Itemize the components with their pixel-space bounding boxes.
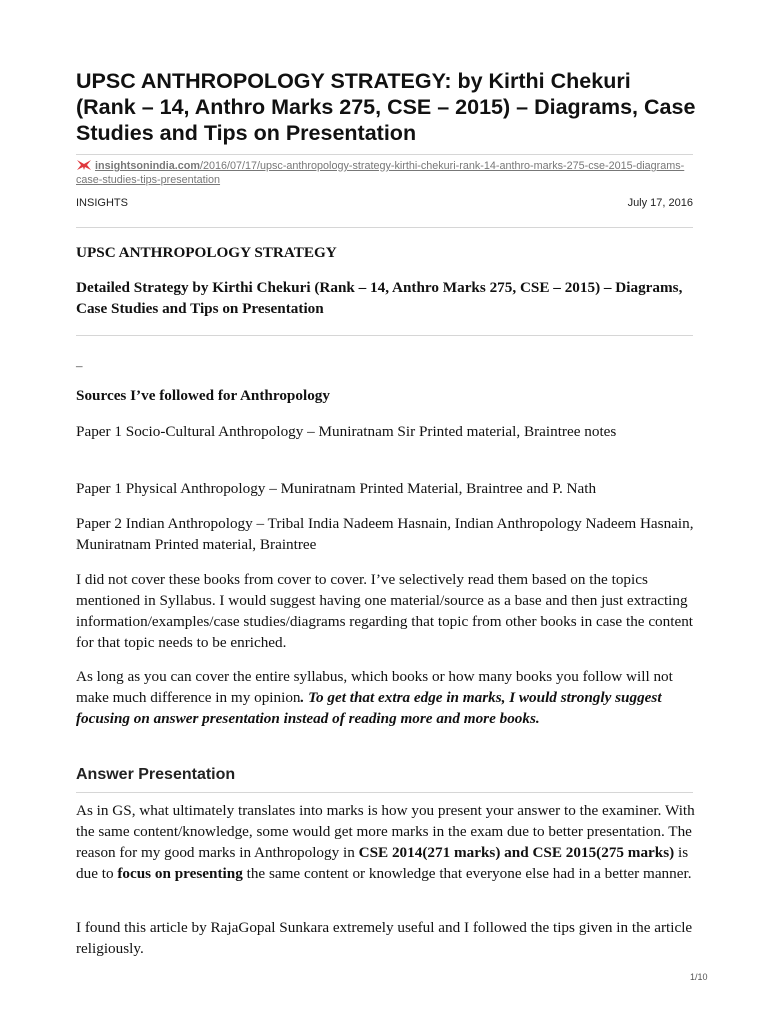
content-heading: UPSC ANTHROPOLOGY STRATEGY — [76, 244, 337, 261]
title-divider — [76, 154, 693, 155]
paper1-physical-paragraph: Paper 1 Physical Anthropology – Muniratnam Printed Material, Braintree and P. Nath — [76, 480, 597, 497]
syllabus-paragraph — [76, 666, 696, 729]
page-number: 1/10 — [690, 972, 708, 982]
selective-reading-paragraph: I did not cover these books from cover to cover. I’ve selectively read them based on the topics mentioned in Syllabus. I would suggest having one material/source as a base and then just extracting information/examples/case studies/diagrams regarding that topic from other books in case the content for that topic needs to be enriched. — [76, 571, 694, 651]
meta-divider — [76, 227, 693, 228]
article-reference-paragraph: I found this article by RajaGopal Sunkara extremely useful and I followed the tips given in the article religiously. — [76, 919, 693, 957]
presentation-text-2: is due to — [76, 844, 689, 882]
presentation-paragraph — [76, 800, 696, 884]
syllabus-emphasis: . To get that extra edge in marks, I would strongly suggest focusing on answer presentation instead of reading more and more books. — [76, 689, 662, 727]
publish-date: July 17, 2016 — [627, 197, 693, 209]
source-domain-link[interactable]: insightsonindia.com — [95, 160, 200, 172]
source-link-row[interactable] — [76, 159, 696, 187]
article-title: UPSC ANTHROPOLOGY STRATEGY: by Kirthi Chekuri (Rank – 14, Anthro Marks 275, CSE – 2015) – Diagrams, Case Studies and Tips on Presentation — [76, 69, 696, 145]
content-divider — [76, 335, 693, 336]
author-label: INSIGHTS — [76, 197, 128, 209]
syllabus-text: As long as you can cover the entire syllabus, which books or how many books you follow will not make much difference in my opinion — [76, 668, 673, 706]
presentation-text-3: the same content or knowledge that everyone else had in a better manner. — [242, 865, 692, 882]
presentation-text-1: As in GS, what ultimately translates into marks is how you present your answer to the examiner. With the same content/knowledge, some would get more marks in the exam due to better presentation. The reason for my good marks in Anthropology in — [76, 802, 695, 861]
answer-presentation-heading: Answer Presentation — [76, 766, 236, 783]
presentation-bold-focus: focus on presenting — [117, 865, 243, 882]
paper2-paragraph: Paper 2 Indian Anthropology – Tribal India Nadeem Hasnain, Indian Anthropology Nadeem Hasnain, Muniratnam Printed material, Braintree — [76, 515, 694, 553]
separator-dash: – — [76, 358, 83, 373]
presentation-bold-marks: CSE 2014(271 marks) and CSE 2015(275 marks) — [358, 844, 675, 861]
source-path-link[interactable]: /2016/07/17/upsc-anthropology-strategy-kirthi-chekuri-rank-14-anthro-marks-275-cse-2015-diagrams-case-studies-tips-presentation — [76, 160, 685, 186]
paper1-socio-paragraph: Paper 1 Socio-Cultural Anthropology – Muniratnam Sir Printed material, Braintree notes — [76, 423, 617, 440]
content-subheading: Detailed Strategy by Kirthi Chekuri (Rank – 14, Anthro Marks 275, CSE – 2015) – Diagrams, Case Studies and Tips on Presentation — [76, 279, 683, 317]
insights-logo-icon — [76, 159, 92, 171]
answer-heading-divider — [76, 792, 693, 793]
sources-heading: Sources I’ve followed for Anthropology — [76, 387, 330, 404]
